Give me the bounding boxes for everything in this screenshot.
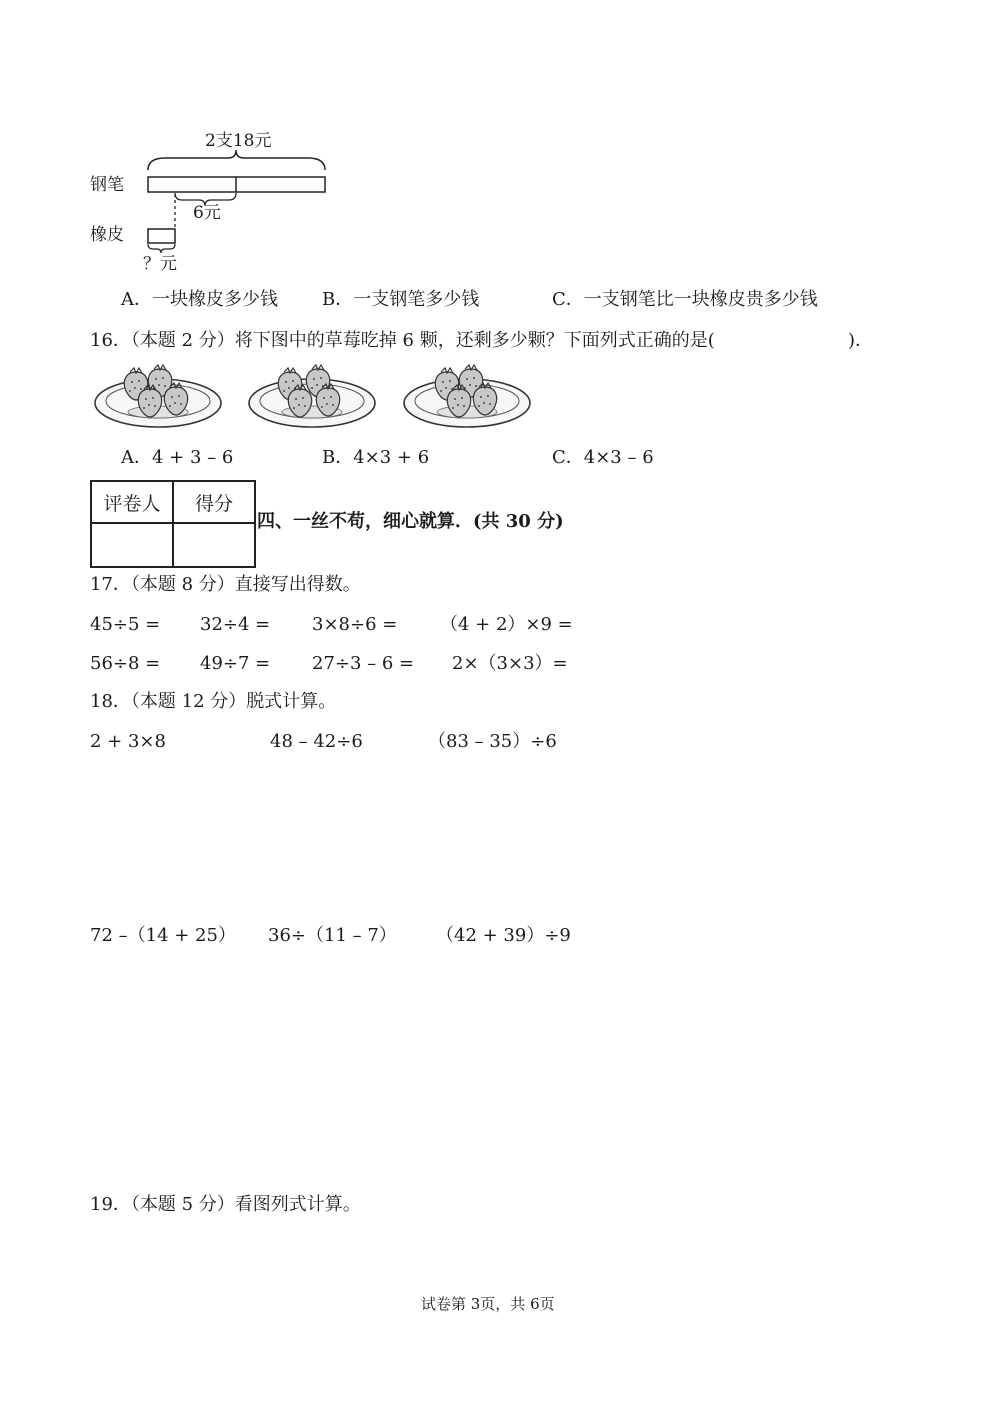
q18-item: （83 – 35）÷6 [428,731,557,752]
q18-item: 48 – 42÷6 [270,731,363,752]
section-4-title: 四、一丝不苟，细心就算．(共 30 分) [257,511,564,532]
score-cell[interactable] [173,523,255,567]
q18-item: 36÷（11 – 7） [268,925,397,946]
q17-item: 49÷7 = [200,653,271,674]
difference-label: 6元 [193,203,221,223]
q16-answer-blank[interactable] [770,332,850,352]
plate-1 [95,365,221,427]
q19-stem: 19．（本题 5 分）看图列式计算。 [90,1194,361,1215]
q16-option-c[interactable]: C．4×3 – 6 [552,447,654,468]
q17-item: 32÷4 = [200,614,271,635]
strawberry-plates-image [0,360,560,435]
q17-item: 45÷5 = [90,614,161,635]
q18-item: 2 + 3×8 [90,731,166,752]
q16-option-a[interactable]: A．4 + 3 – 6 [121,447,234,468]
pen-label: 钢笔 [90,175,124,195]
q17-item: 2×（3×3）= [452,653,568,674]
page-footer: 试卷第 3页，共 6页 [421,1295,555,1313]
q17-stem: 17．（本题 8 分）直接写出得数。 [90,574,361,595]
q16-option-b[interactable]: B．4×3 + 6 [322,447,430,468]
q17-item: （4 + 2）×9 = [440,614,573,635]
score-header: 得分 [173,481,255,523]
q18-stem: 18．（本题 12 分）脱式计算。 [90,691,337,712]
q16-stem: 16．（本题 2 分）将下图中的草莓吃掉 6 颗，还剩多少颗？下面列式正确的是( [90,330,715,351]
grader-table [90,480,256,568]
q17-item: 3×8÷6 = [312,614,398,635]
unknown-price-label: ？元 [143,254,177,274]
plate-2 [249,365,375,427]
q16-stem-end: )． [848,330,874,351]
q17-item: 27÷3 – 6 = [312,653,415,674]
eraser-brace [148,244,175,253]
reviewer-cell[interactable] [91,523,173,567]
q17-item: 56÷8 = [90,653,161,674]
bar-diagram-graphic [0,0,400,290]
q18-item: （42 + 39）÷9 [436,925,571,946]
q15-option-c[interactable]: C．一支钢笔比一块橡皮贵多少钱 [552,289,818,310]
total-brace [148,150,325,170]
eraser-bar [148,229,175,243]
q15-option-b[interactable]: B．一支钢笔多少钱 [322,289,480,310]
q15-option-a[interactable]: A．一块橡皮多少钱 [121,289,278,310]
q18-item: 72 –（14 + 25） [90,925,236,946]
diagram-total-label: 2支18元 [205,131,272,151]
plate-3 [404,365,530,427]
eraser-label: 橡皮 [90,225,124,245]
reviewer-header: 评卷人 [91,481,173,523]
